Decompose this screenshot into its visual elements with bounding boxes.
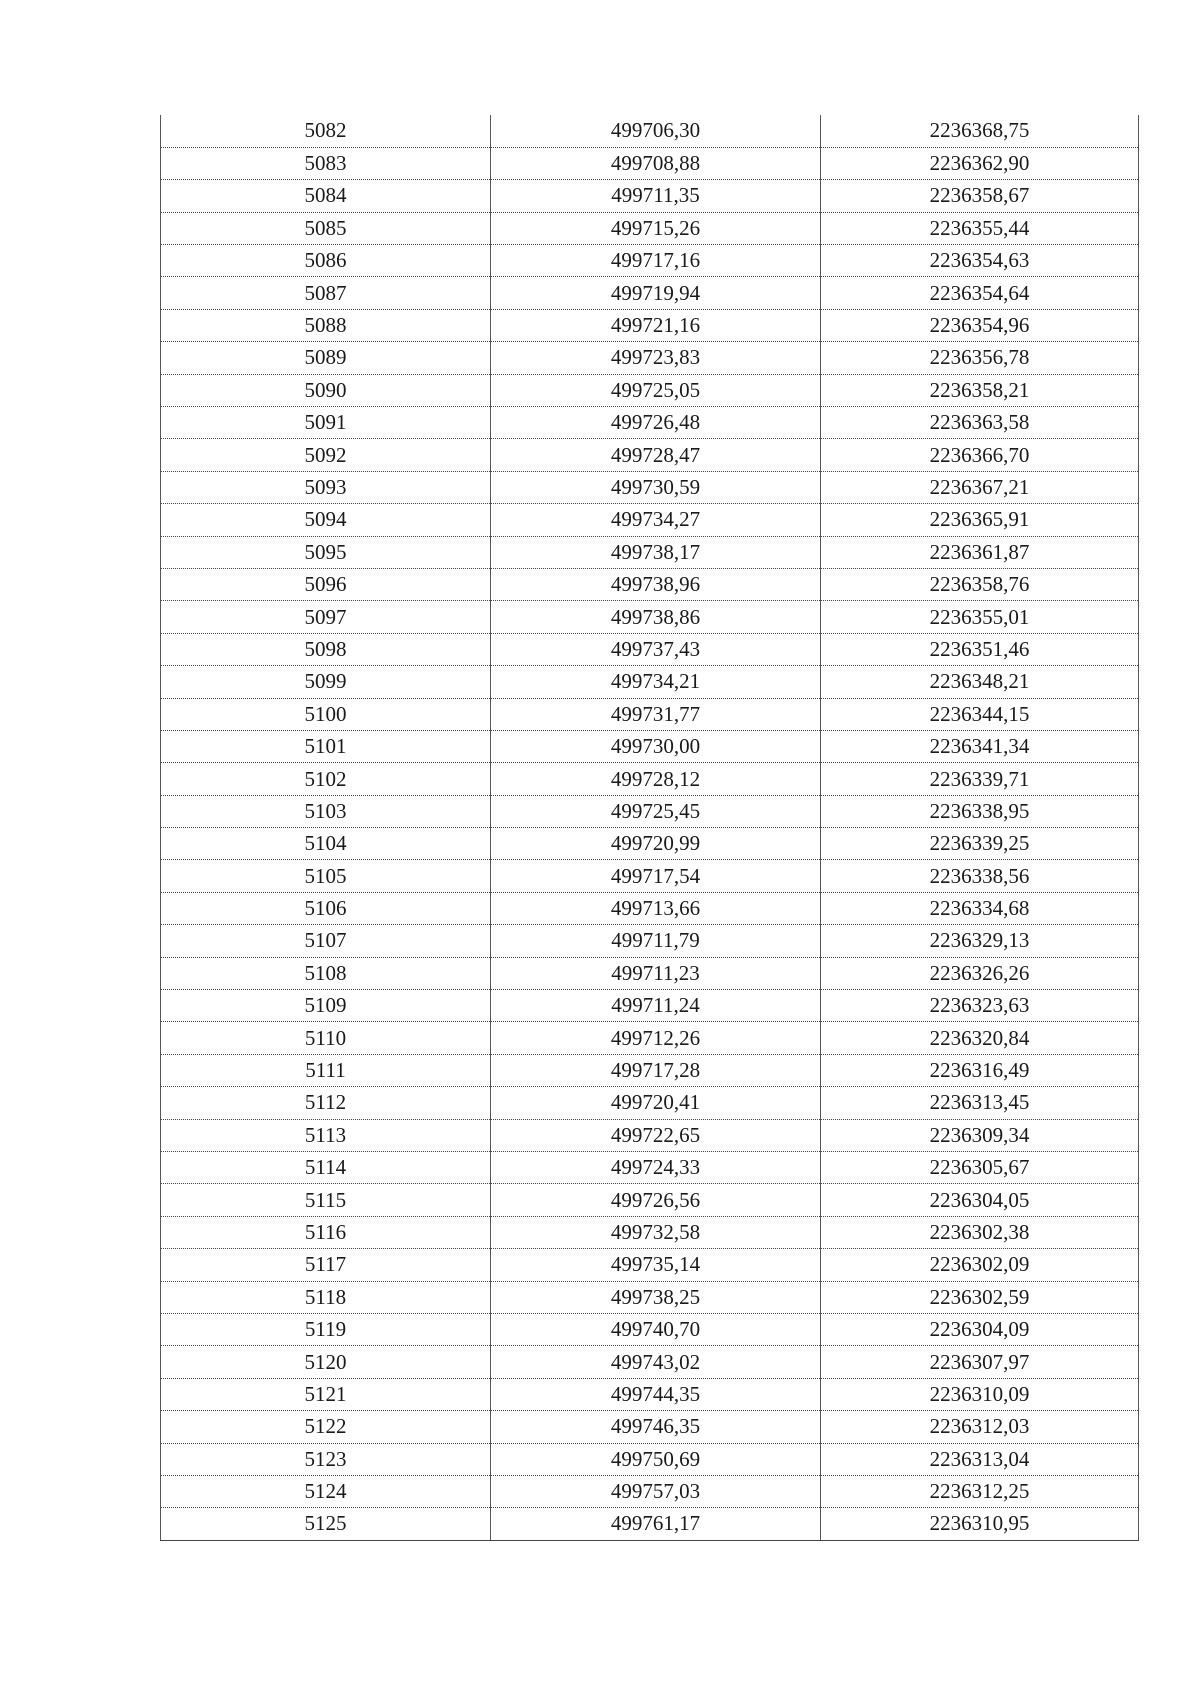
- x-coordinate-cell: 499730,59: [491, 471, 821, 503]
- x-coordinate-cell: 499720,41: [491, 1087, 821, 1119]
- y-coordinate-cell: 2236329,13: [821, 925, 1139, 957]
- y-coordinate-cell: 2236354,64: [821, 277, 1139, 309]
- y-coordinate-cell: 2236312,25: [821, 1475, 1139, 1507]
- point-number-cell: 5125: [161, 1508, 491, 1540]
- point-number-cell: 5091: [161, 407, 491, 439]
- x-coordinate-cell: 499725,05: [491, 374, 821, 406]
- table-row: [161, 1313, 1139, 1345]
- point-number-cell: 5124: [161, 1475, 491, 1507]
- y-coordinate-cell: 2236338,56: [821, 860, 1139, 892]
- y-coordinate-cell: 2236304,09: [821, 1313, 1139, 1345]
- y-coordinate-cell: 2236358,76: [821, 568, 1139, 600]
- x-coordinate-cell: 499738,86: [491, 601, 821, 633]
- table-row: [161, 1411, 1139, 1443]
- point-number-cell: 5108: [161, 957, 491, 989]
- x-coordinate-cell: 499757,03: [491, 1475, 821, 1507]
- table-row: [161, 925, 1139, 957]
- y-coordinate-cell: 2236354,63: [821, 245, 1139, 277]
- point-number-cell: 5089: [161, 342, 491, 374]
- y-coordinate-cell: 2236339,71: [821, 763, 1139, 795]
- point-number-cell: 5113: [161, 1119, 491, 1151]
- point-number-cell: 5109: [161, 990, 491, 1022]
- y-coordinate-cell: 2236310,09: [821, 1378, 1139, 1410]
- x-coordinate-cell: 499726,48: [491, 407, 821, 439]
- table-row: [161, 1054, 1139, 1086]
- point-number-cell: 5103: [161, 795, 491, 827]
- x-coordinate-cell: 499712,26: [491, 1022, 821, 1054]
- x-coordinate-cell: 499725,45: [491, 795, 821, 827]
- y-coordinate-cell: 2236302,38: [821, 1216, 1139, 1248]
- point-number-cell: 5106: [161, 892, 491, 924]
- table-row: [161, 212, 1139, 244]
- table-row: [161, 342, 1139, 374]
- point-number-cell: 5112: [161, 1087, 491, 1119]
- y-coordinate-cell: 2236365,91: [821, 504, 1139, 536]
- table-row: [161, 1346, 1139, 1378]
- x-coordinate-cell: 499720,99: [491, 828, 821, 860]
- x-coordinate-cell: 499738,25: [491, 1281, 821, 1313]
- y-coordinate-cell: 2236348,21: [821, 666, 1139, 698]
- table-row: [161, 1216, 1139, 1248]
- table-row: [161, 1022, 1139, 1054]
- point-number-cell: 5099: [161, 666, 491, 698]
- x-coordinate-cell: 499711,79: [491, 925, 821, 957]
- coordinates-table-body: [161, 115, 1139, 1540]
- y-coordinate-cell: 2236355,44: [821, 212, 1139, 244]
- y-coordinate-cell: 2236323,63: [821, 990, 1139, 1022]
- x-coordinate-cell: 499717,28: [491, 1054, 821, 1086]
- table-row: [161, 1508, 1139, 1540]
- x-coordinate-cell: 499717,16: [491, 245, 821, 277]
- x-coordinate-cell: 499723,83: [491, 342, 821, 374]
- table-row: [161, 698, 1139, 730]
- point-number-cell: 5090: [161, 374, 491, 406]
- x-coordinate-cell: 499721,16: [491, 309, 821, 341]
- table-row: [161, 1184, 1139, 1216]
- table-row: [161, 828, 1139, 860]
- point-number-cell: 5111: [161, 1054, 491, 1086]
- point-number-cell: 5088: [161, 309, 491, 341]
- table-row: [161, 1119, 1139, 1151]
- point-number-cell: 5121: [161, 1378, 491, 1410]
- table-row: [161, 1443, 1139, 1475]
- y-coordinate-cell: 2236363,58: [821, 407, 1139, 439]
- y-coordinate-cell: 2236304,05: [821, 1184, 1139, 1216]
- table-row: [161, 730, 1139, 762]
- table-row: [161, 957, 1139, 989]
- table-row: [161, 1281, 1139, 1313]
- y-coordinate-cell: 2236339,25: [821, 828, 1139, 860]
- x-coordinate-cell: 499722,65: [491, 1119, 821, 1151]
- point-number-cell: 5087: [161, 277, 491, 309]
- table-row: [161, 407, 1139, 439]
- x-coordinate-cell: 499711,24: [491, 990, 821, 1022]
- point-number-cell: 5107: [161, 925, 491, 957]
- y-coordinate-cell: 2236366,70: [821, 439, 1139, 471]
- y-coordinate-cell: 2236302,09: [821, 1249, 1139, 1281]
- x-coordinate-cell: 499708,88: [491, 147, 821, 179]
- y-coordinate-cell: 2236338,95: [821, 795, 1139, 827]
- point-number-cell: 5123: [161, 1443, 491, 1475]
- table-row: [161, 504, 1139, 536]
- point-number-cell: 5082: [161, 115, 491, 147]
- point-number-cell: 5117: [161, 1249, 491, 1281]
- y-coordinate-cell: 2236326,26: [821, 957, 1139, 989]
- x-coordinate-cell: 499743,02: [491, 1346, 821, 1378]
- table-row: [161, 1475, 1139, 1507]
- point-number-cell: 5086: [161, 245, 491, 277]
- point-number-cell: 5104: [161, 828, 491, 860]
- y-coordinate-cell: 2236307,97: [821, 1346, 1139, 1378]
- point-number-cell: 5102: [161, 763, 491, 795]
- table-row: [161, 536, 1139, 568]
- point-number-cell: 5098: [161, 633, 491, 665]
- point-number-cell: 5110: [161, 1022, 491, 1054]
- table-row: [161, 1087, 1139, 1119]
- point-number-cell: 5097: [161, 601, 491, 633]
- table-row: [161, 795, 1139, 827]
- point-number-cell: 5115: [161, 1184, 491, 1216]
- point-number-cell: 5083: [161, 147, 491, 179]
- x-coordinate-cell: 499706,30: [491, 115, 821, 147]
- table-row: [161, 763, 1139, 795]
- y-coordinate-cell: 2236344,15: [821, 698, 1139, 730]
- table-row: [161, 277, 1139, 309]
- point-number-cell: 5101: [161, 730, 491, 762]
- point-number-cell: 5085: [161, 212, 491, 244]
- table-row: [161, 115, 1139, 147]
- table-row: [161, 309, 1139, 341]
- y-coordinate-cell: 2236361,87: [821, 536, 1139, 568]
- x-coordinate-cell: 499744,35: [491, 1378, 821, 1410]
- y-coordinate-cell: 2236334,68: [821, 892, 1139, 924]
- point-number-cell: 5122: [161, 1411, 491, 1443]
- table-row: [161, 439, 1139, 471]
- table-row: [161, 633, 1139, 665]
- x-coordinate-cell: 499726,56: [491, 1184, 821, 1216]
- x-coordinate-cell: 499713,66: [491, 892, 821, 924]
- point-number-cell: 5116: [161, 1216, 491, 1248]
- point-number-cell: 5092: [161, 439, 491, 471]
- x-coordinate-cell: 499746,35: [491, 1411, 821, 1443]
- y-coordinate-cell: 2236358,67: [821, 180, 1139, 212]
- x-coordinate-cell: 499737,43: [491, 633, 821, 665]
- table-row: [161, 990, 1139, 1022]
- y-coordinate-cell: 2236313,04: [821, 1443, 1139, 1475]
- table-row: [161, 471, 1139, 503]
- x-coordinate-cell: 499728,12: [491, 763, 821, 795]
- point-number-cell: 5095: [161, 536, 491, 568]
- y-coordinate-cell: 2236310,95: [821, 1508, 1139, 1540]
- y-coordinate-cell: 2236355,01: [821, 601, 1139, 633]
- x-coordinate-cell: 499728,47: [491, 439, 821, 471]
- coordinates-table: [160, 115, 1139, 1541]
- y-coordinate-cell: 2236356,78: [821, 342, 1139, 374]
- x-coordinate-cell: 499738,96: [491, 568, 821, 600]
- x-coordinate-cell: 499732,58: [491, 1216, 821, 1248]
- point-number-cell: 5094: [161, 504, 491, 536]
- x-coordinate-cell: 499724,33: [491, 1152, 821, 1184]
- x-coordinate-cell: 499734,21: [491, 666, 821, 698]
- table-row: [161, 666, 1139, 698]
- x-coordinate-cell: 499750,69: [491, 1443, 821, 1475]
- table-row: [161, 1152, 1139, 1184]
- y-coordinate-cell: 2236305,67: [821, 1152, 1139, 1184]
- table-row: [161, 1378, 1139, 1410]
- y-coordinate-cell: 2236316,49: [821, 1054, 1139, 1086]
- y-coordinate-cell: 2236354,96: [821, 309, 1139, 341]
- x-coordinate-cell: 499740,70: [491, 1313, 821, 1345]
- y-coordinate-cell: 2236312,03: [821, 1411, 1139, 1443]
- point-number-cell: 5119: [161, 1313, 491, 1345]
- table-row: [161, 1249, 1139, 1281]
- y-coordinate-cell: 2236320,84: [821, 1022, 1139, 1054]
- table-row: [161, 601, 1139, 633]
- y-coordinate-cell: 2236351,46: [821, 633, 1139, 665]
- x-coordinate-cell: 499711,35: [491, 180, 821, 212]
- x-coordinate-cell: 499731,77: [491, 698, 821, 730]
- point-number-cell: 5114: [161, 1152, 491, 1184]
- x-coordinate-cell: 499761,17: [491, 1508, 821, 1540]
- point-number-cell: 5096: [161, 568, 491, 600]
- x-coordinate-cell: 499734,27: [491, 504, 821, 536]
- x-coordinate-cell: 499730,00: [491, 730, 821, 762]
- point-number-cell: 5084: [161, 180, 491, 212]
- y-coordinate-cell: 2236358,21: [821, 374, 1139, 406]
- x-coordinate-cell: 499719,94: [491, 277, 821, 309]
- table-row: [161, 245, 1139, 277]
- table-row: [161, 180, 1139, 212]
- point-number-cell: 5100: [161, 698, 491, 730]
- x-coordinate-cell: 499711,23: [491, 957, 821, 989]
- point-number-cell: 5120: [161, 1346, 491, 1378]
- table-row: [161, 860, 1139, 892]
- y-coordinate-cell: 2236367,21: [821, 471, 1139, 503]
- y-coordinate-cell: 2236302,59: [821, 1281, 1139, 1313]
- x-coordinate-cell: 499715,26: [491, 212, 821, 244]
- table-row: [161, 147, 1139, 179]
- point-number-cell: 5093: [161, 471, 491, 503]
- y-coordinate-cell: 2236368,75: [821, 115, 1139, 147]
- point-number-cell: 5118: [161, 1281, 491, 1313]
- y-coordinate-cell: 2236313,45: [821, 1087, 1139, 1119]
- y-coordinate-cell: 2236362,90: [821, 147, 1139, 179]
- x-coordinate-cell: 499735,14: [491, 1249, 821, 1281]
- table-row: [161, 374, 1139, 406]
- table-row: [161, 892, 1139, 924]
- y-coordinate-cell: 2236341,34: [821, 730, 1139, 762]
- table-row: [161, 568, 1139, 600]
- y-coordinate-cell: 2236309,34: [821, 1119, 1139, 1151]
- point-number-cell: 5105: [161, 860, 491, 892]
- x-coordinate-cell: 499717,54: [491, 860, 821, 892]
- x-coordinate-cell: 499738,17: [491, 536, 821, 568]
